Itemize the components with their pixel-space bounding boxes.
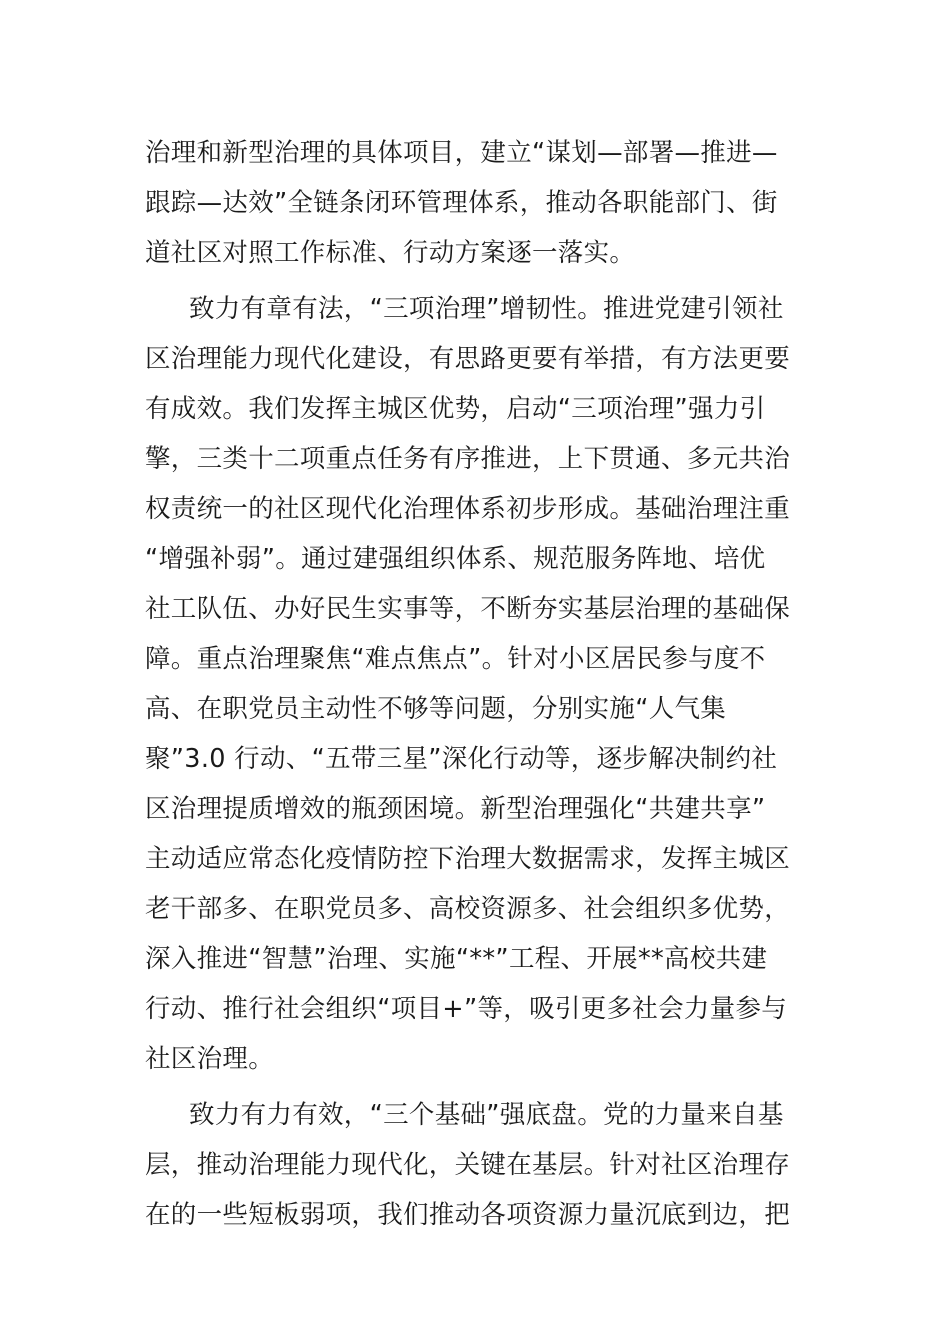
text-line: 深入推进“智慧”治理、实施“**”工程、开展**高校共建 [145, 944, 768, 974]
text-line: 老干部多、在职党员多、高校资源多、社会组织多优势， [145, 894, 791, 924]
text-line: 行动、推行社会组织“项目+”等，吸引更多社会力量参与 [145, 994, 788, 1024]
paragraph-3 [145, 1090, 810, 1240]
body-text [145, 128, 810, 1240]
text-line: 高、在职党员主动性不够等问题，分别实施“人气集 [145, 694, 727, 724]
text-line: 治理和新型治理的具体项目，建立“谋划—部署—推进— [145, 138, 778, 168]
text-line: 在的一些短板弱项，我们推动各项资源力量沉底到边，把 [145, 1200, 791, 1230]
text-line: 社工队伍、办好民生实事等，不断夯实基层治理的基础保 [145, 594, 791, 624]
text-line: 跟踪—达效”全链条闭环管理体系，推动各职能部门、街 [145, 188, 778, 218]
text-line: 致力有章有法，“三项治理”增韧性。推进党建引领社 [189, 294, 784, 324]
text-line: 区治理提质增效的瓶颈困境。新型治理强化“共建共享” [145, 794, 766, 824]
text-line: 擎，三类十二项重点任务有序推进，上下贯通、多元共治 [145, 444, 791, 474]
text-line: 社区治理。 [145, 1044, 275, 1074]
text-line: 层，推动治理能力现代化，关键在基层。针对社区治理存 [145, 1150, 791, 1180]
text-line: 区治理能力现代化建设，有思路更要有举措，有方法更要 [145, 344, 791, 374]
text-line: 权责统一的社区现代化治理体系初步形成。基础治理注重 [145, 494, 791, 524]
text-line: 主动适应常态化疫情防控下治理大数据需求，发挥主城区 [145, 844, 791, 874]
text-line: 致力有力有效，“三个基础”强底盘。党的力量来自基 [189, 1100, 784, 1130]
paragraph-2 [145, 284, 810, 1084]
text-line: 障。重点治理聚焦“难点焦点”。针对小区居民参与度不 [145, 644, 766, 674]
text-line: 有成效。我们发挥主城区优势，启动“三项治理”强力引 [145, 394, 766, 424]
text-line: “增强补弱”。通过建强组织体系、规范服务阵地、培优 [145, 544, 766, 574]
text-line: 聚”3.0 行动、“五带三星”深化行动等，逐步解决制约社 [145, 744, 778, 774]
text-line: 道社区对照工作标准、行动方案逐一落实。 [145, 238, 636, 268]
paragraph-1 [145, 128, 810, 278]
